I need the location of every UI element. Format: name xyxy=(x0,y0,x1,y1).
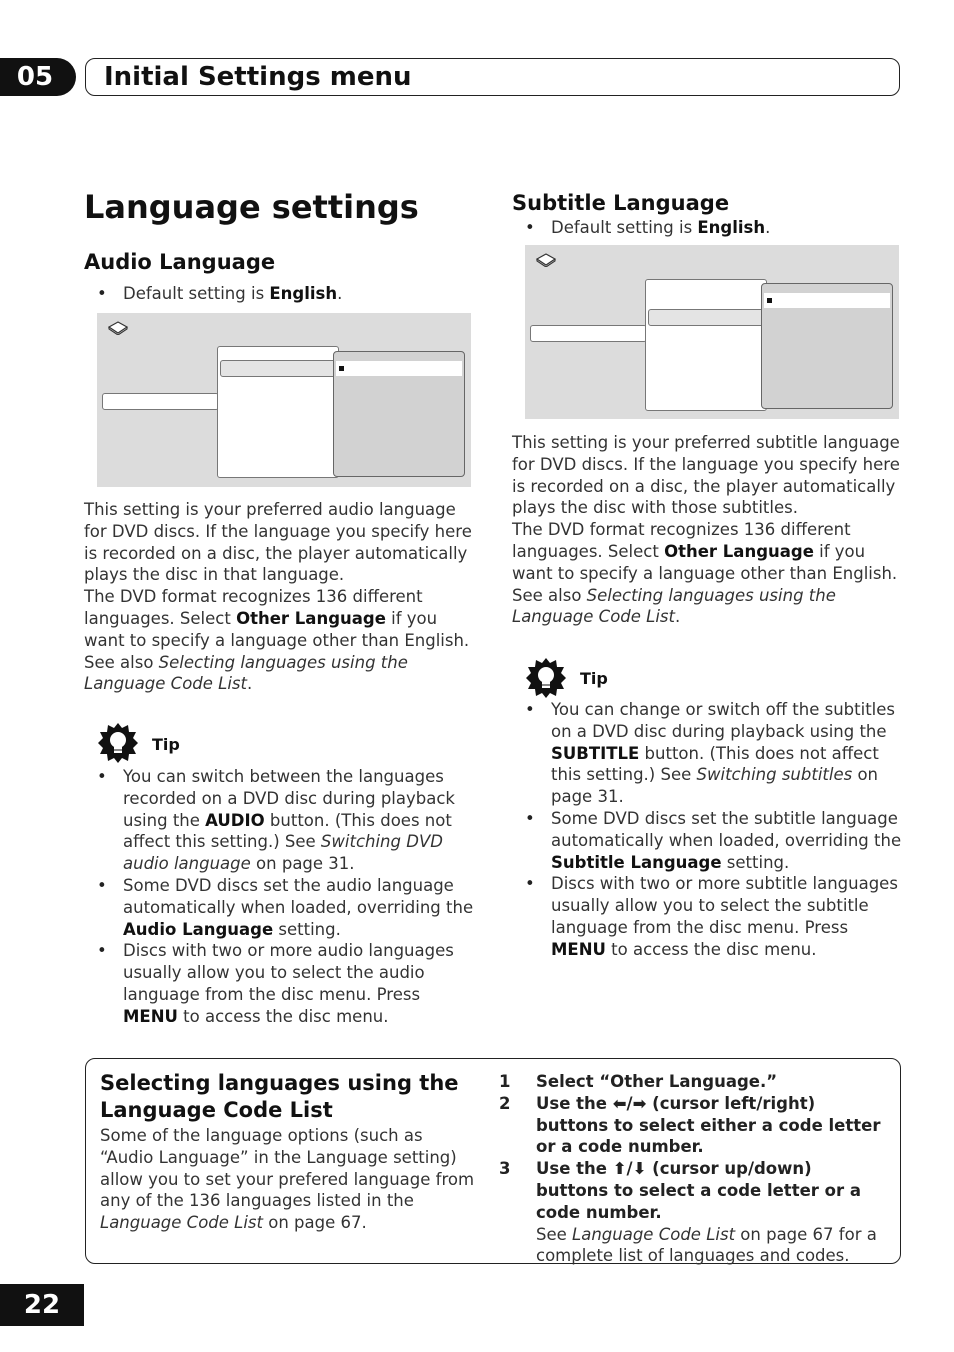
subtitle-language-heading: Subtitle Language xyxy=(512,191,730,215)
chapter-number: 05 xyxy=(0,58,76,96)
disc-icon xyxy=(535,253,557,267)
subtitle-default-item: • Default setting is English. xyxy=(512,217,902,239)
code-list-reference: Selecting languages using the Language Code List xyxy=(84,652,408,694)
list-item: • Discs with two or more subtitle languages usually allow you to select the subtitle language from the disc menu. Press MENU to access the disc menu. xyxy=(512,873,904,960)
list-item: • Discs with two or more audio languages usually allow you to select the audio language from the disc menu. Press MENU to access the disc menu. xyxy=(84,940,476,1027)
lightbulb-icon xyxy=(525,657,567,699)
list-item: • You can switch between the languages recorded on a DVD disc during playback using the AUDIO button. (This does not affect this setting.) See Switching DVD audio language on page 31. xyxy=(84,766,476,875)
list-item: • You can change or switch off the subtitles on a DVD disc during playback using the SUBTITLE button. (This does not affect this setting.) See Switching subtitles on page 31. xyxy=(512,699,904,808)
code-list-heading: Selecting languages using the Language Code List xyxy=(100,1071,459,1122)
code-list-reference: Selecting languages using the Language Code List xyxy=(512,585,836,627)
audio-settings-screen xyxy=(97,313,471,487)
cursor-left-right-icon: ⬅/➡ xyxy=(612,1093,647,1113)
page-title: Language settings xyxy=(84,188,419,226)
cursor-up-down-icon: ⬆/⬇ xyxy=(612,1159,647,1179)
menu-selected-item xyxy=(220,360,336,377)
menu-pane-level2 xyxy=(645,279,767,411)
subtitle-settings-screen xyxy=(525,245,899,419)
chapter-title: Initial Settings menu xyxy=(104,62,412,92)
list-item: • Some DVD discs set the audio language automatically when loaded, overriding the Audio Language setting. xyxy=(84,875,476,940)
menu-pane-level1 xyxy=(102,393,219,410)
menu-selected-item xyxy=(648,309,764,326)
audio-description: This setting is your preferred audio language for DVD discs. If the language you specify here is recorded on a disc, the player automatically plays the disc in that language. The DVD format recognizes 136 different languages. Select Other Language if you want to specify a language other than English. See also Selecting languages using the Language Code List. xyxy=(84,500,472,694)
code-list-body: Some of the language options (such as “Audio Language” in the Language setting) allow you to set your prefered language from any of the 136 languages listed in the Language Code List on page 67. xyxy=(100,1126,475,1233)
chapter-title-bar xyxy=(85,58,900,96)
audio-language-heading: Audio Language xyxy=(84,250,276,274)
menu-pane-level2 xyxy=(217,346,339,478)
menu-option-highlight xyxy=(764,293,890,308)
subtitle-tip-list xyxy=(512,699,904,961)
code-list-steps xyxy=(499,1071,889,1267)
audio-tip-list xyxy=(84,766,476,1028)
selected-option-marker xyxy=(767,298,772,303)
step-3: 3 Use the ⬆/⬇ (cursor up/down) buttons to select a code letter or a code number. See Language Code List on page 67 for a complete list of languages and codes. xyxy=(499,1159,877,1266)
list-item: • Some DVD discs set the subtitle language automatically when loaded, overriding the Subtitle Language setting. xyxy=(512,808,904,873)
lightbulb-icon xyxy=(97,722,139,764)
tip-label: Tip xyxy=(152,735,180,754)
menu-options-pane xyxy=(333,351,465,477)
tip-label: Tip xyxy=(580,669,608,688)
selected-option-marker xyxy=(339,366,344,371)
subtitle-description: This setting is your preferred subtitle language for DVD discs. If the language you specify here is recorded on a disc, the player automatically plays the disc with those subtitles. The DVD format recognizes 136 different languages. Select Other Language if you want to specify a language other than English. See also Selecting languages using the Language Code List. xyxy=(512,433,900,627)
menu-options-pane xyxy=(761,283,893,409)
step-1: 1 Select “Other Language.” xyxy=(499,1072,778,1091)
menu-pane-level1 xyxy=(530,325,647,342)
page-number: 22 xyxy=(0,1284,84,1326)
subtitle-default-list xyxy=(512,217,902,239)
audio-default-list xyxy=(84,283,474,305)
audio-default-item: • Default setting is English. xyxy=(84,283,474,305)
menu-option-highlight xyxy=(336,361,462,376)
step-2: 2 Use the ⬅/➡ (cursor left/right) buttons to select either a code letter or a code number. xyxy=(499,1093,881,1157)
disc-icon xyxy=(107,321,129,335)
